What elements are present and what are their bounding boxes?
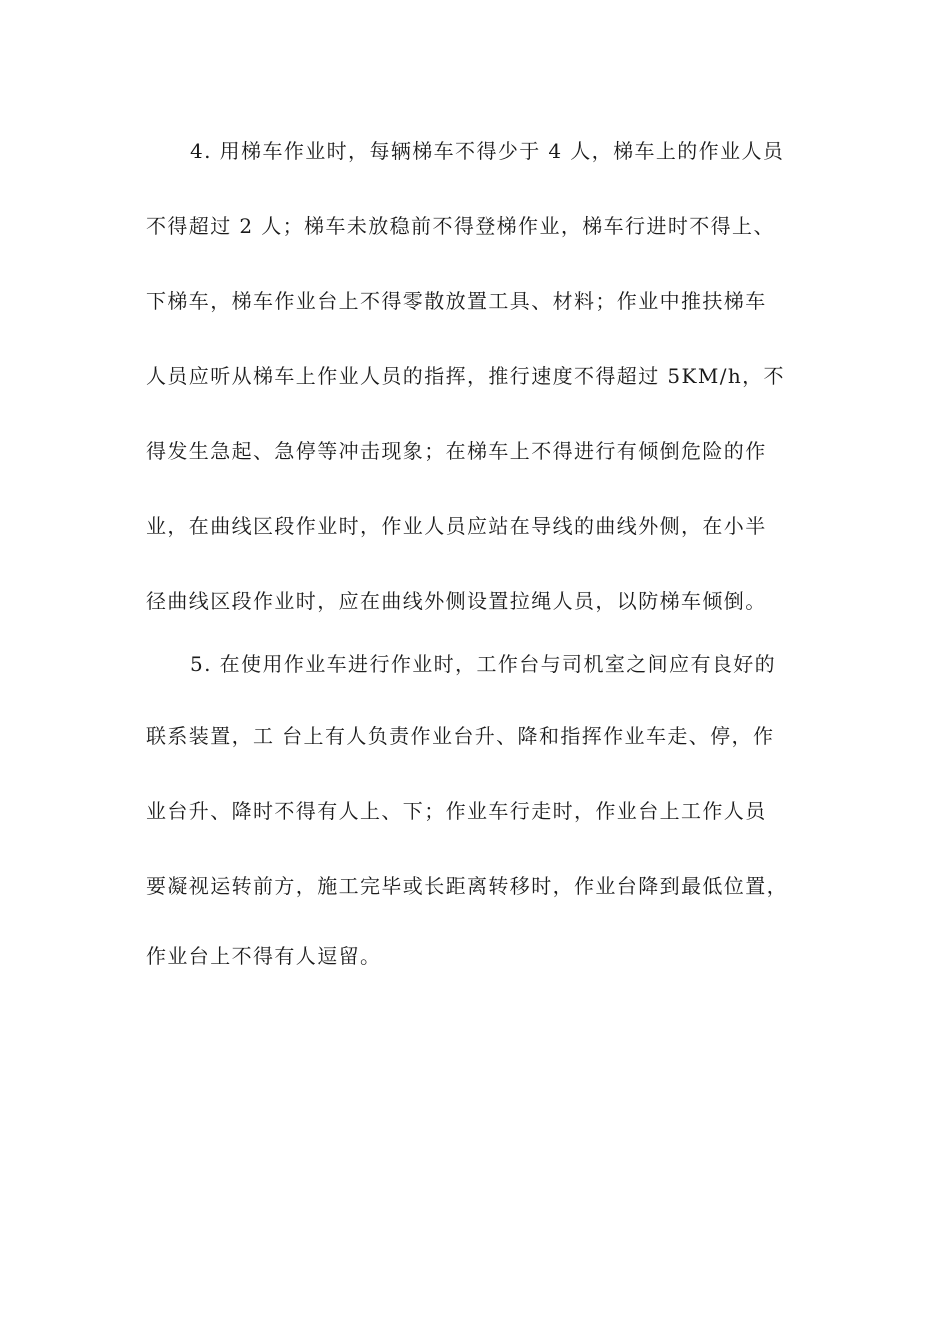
paragraph-line: 5. 在使用作业车进行作业时，工作台与司机室之间应有良好的 (190, 652, 777, 676)
paragraph-line: 人员应听从梯车上作业人员的指挥，推行速度不得超过 5KM/h，不 (146, 364, 785, 388)
paragraph-line: 业台升、降时不得有人上、下；作业车行走时，作业台上工作人员 (146, 799, 767, 823)
paragraph-line: 不得超过 2 人；梯车未放稳前不得登梯作业，梯车行进时不得上、 (146, 214, 775, 238)
paragraph-line: 4. 用梯车作业时，每辆梯车不得少于 4 人，梯车上的作业人员 (190, 139, 785, 163)
paragraph-line: 联系装置，工 台上有人负责作业台升、降和指挥作业车走、停，作 (146, 724, 775, 748)
paragraph-line: 业，在曲线区段作业时，作业人员应站在导线的曲线外侧，在小半 (146, 514, 767, 538)
paragraph-line: 作业台上不得有人逗留。 (146, 944, 382, 968)
paragraph-line: 下梯车，梯车作业台上不得零散放置工具、材料；作业中推扶梯车 (146, 289, 767, 313)
paragraph-line: 要凝视运转前方，施工完毕或长距离转移时，作业台降到最低位置， (146, 874, 788, 898)
paragraph-line: 得发生急起、急停等冲击现象；在梯车上不得进行有倾倒危险的作 (146, 439, 767, 463)
paragraph-line: 径曲线区段作业时，应在曲线外侧设置拉绳人员，以防梯车倾倒。 (146, 589, 767, 613)
